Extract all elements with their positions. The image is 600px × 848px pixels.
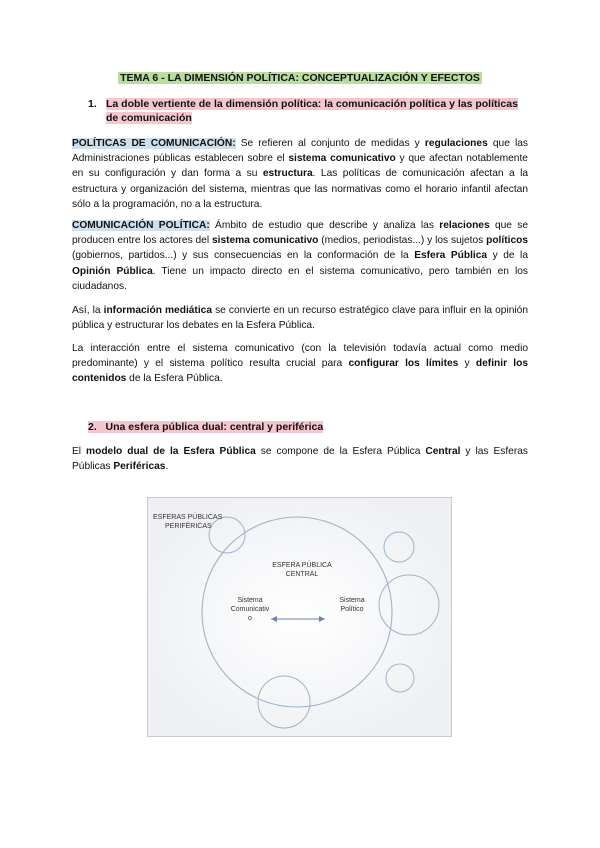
text: (medios, periodistas...) y los sujetos (318, 235, 487, 247)
section-2-title: Una esfera pública dual: central y periférica (105, 421, 324, 433)
political-system-label (331, 596, 373, 614)
text: y que afectan notablemente en su configuración y dan forma a su (72, 153, 528, 180)
term-comunicacion-politica: COMUNICACIÓN POLÍTICA: (72, 220, 210, 231)
bold-text: Esfera Pública (414, 250, 488, 262)
text: (gobiernos, partidos...) y sus consecuencias en la conformación de la (72, 250, 415, 262)
paragraph-informacion-mediatica (72, 303, 528, 333)
text: . (165, 461, 169, 473)
paragraph-politicas-comunicacion (72, 136, 528, 212)
text: . Tiene un impacto directo en el sistema comunicativo, pero también en los ciudadanos. (72, 265, 528, 292)
bold-text: sistema comunicativo (211, 235, 319, 247)
bold-text: Central (425, 446, 461, 457)
diagram-figure (147, 497, 452, 737)
section-2-heading (88, 421, 323, 433)
text: de la Esfera Pública. (126, 373, 223, 385)
text: Así, la (72, 305, 104, 316)
label-line: Sistema (339, 597, 365, 604)
title-text: TEMA 6 - LA DIMENSIÓN POLÍTICA: CONCEPTUALIZACIÓN Y EFECTOS (120, 72, 480, 84)
label-line: Comunicativ (230, 606, 270, 613)
bold-text: definir los contenidos (72, 358, 528, 385)
bold-text: modelo dual de la Esfera Pública (86, 446, 256, 457)
communicative-system-label (225, 596, 275, 623)
bold-text: Opinión Pública (72, 265, 153, 277)
label-line: Sistema (237, 597, 263, 604)
text: La interacción entre el sistema comunicativo (con la televisión todavía actual como medio predominante) y el sistema político resulta crucial para (72, 343, 528, 370)
label-line: PERIFÉRICAS (165, 523, 212, 530)
section-1-title: La doble vertiente de la dimensión política: la comunicación política y las políticas de comunicación (106, 98, 518, 124)
term-politicas-comunicacion: POLÍTICAS DE COMUNICACIÓN: (72, 138, 236, 149)
text: y de la (487, 250, 528, 262)
bold-text: estructura (262, 168, 313, 180)
bold-text: sistema comunicativo (288, 153, 396, 165)
document-title (0, 72, 600, 84)
text: que las Administraciones públicas establecen sobre el (72, 138, 528, 165)
text: que se producen entre los actores del (72, 220, 528, 247)
peripheral-spheres-label (153, 513, 222, 531)
section-1-number: 1. (88, 98, 97, 110)
label-line: o (248, 615, 252, 622)
bold-text: información mediática (103, 305, 212, 316)
text: . Las políticas de comunicación afectan a la estructura y organización del sistema, mientras que las normativas como el horario infantil afectan sólo a la programación, no a la estructura. (72, 168, 529, 210)
text: se convierte en un recurso estratégico clave para influir en la opinión pública y estructurar los debates en la Esfera Pública. (72, 305, 528, 332)
bold-text: Periféricas (113, 461, 166, 473)
label-line: Político (340, 606, 364, 613)
label-line: CENTRAL (285, 571, 319, 578)
public-sphere-diagram (147, 497, 452, 737)
text: Se refieren al conjunto de medidas y (235, 138, 425, 149)
central-sphere-label (267, 561, 337, 579)
text: y las Esferas Públicas (72, 446, 528, 473)
bold-text: relaciones (439, 220, 490, 231)
label-line: ESFERA PÚBLICA (272, 562, 332, 569)
bold-text: políticos (486, 235, 528, 247)
text: Ámbito de estudio que describe y analiza las (209, 220, 440, 231)
bold-text: regulaciones (424, 138, 488, 149)
text: se compone de la Esfera Pública (255, 446, 426, 457)
bold-text: configurar los límites (348, 358, 459, 370)
section-1-heading (88, 97, 528, 125)
paragraph-comunicacion-politica (72, 218, 528, 294)
paragraph-interaccion (72, 341, 528, 387)
label-line: ESFERAS PÚBLICAS (153, 514, 223, 521)
text: El (72, 446, 87, 457)
section-2-number: 2. (88, 421, 97, 433)
text: y (458, 358, 476, 370)
paragraph-modelo-dual (72, 444, 528, 474)
